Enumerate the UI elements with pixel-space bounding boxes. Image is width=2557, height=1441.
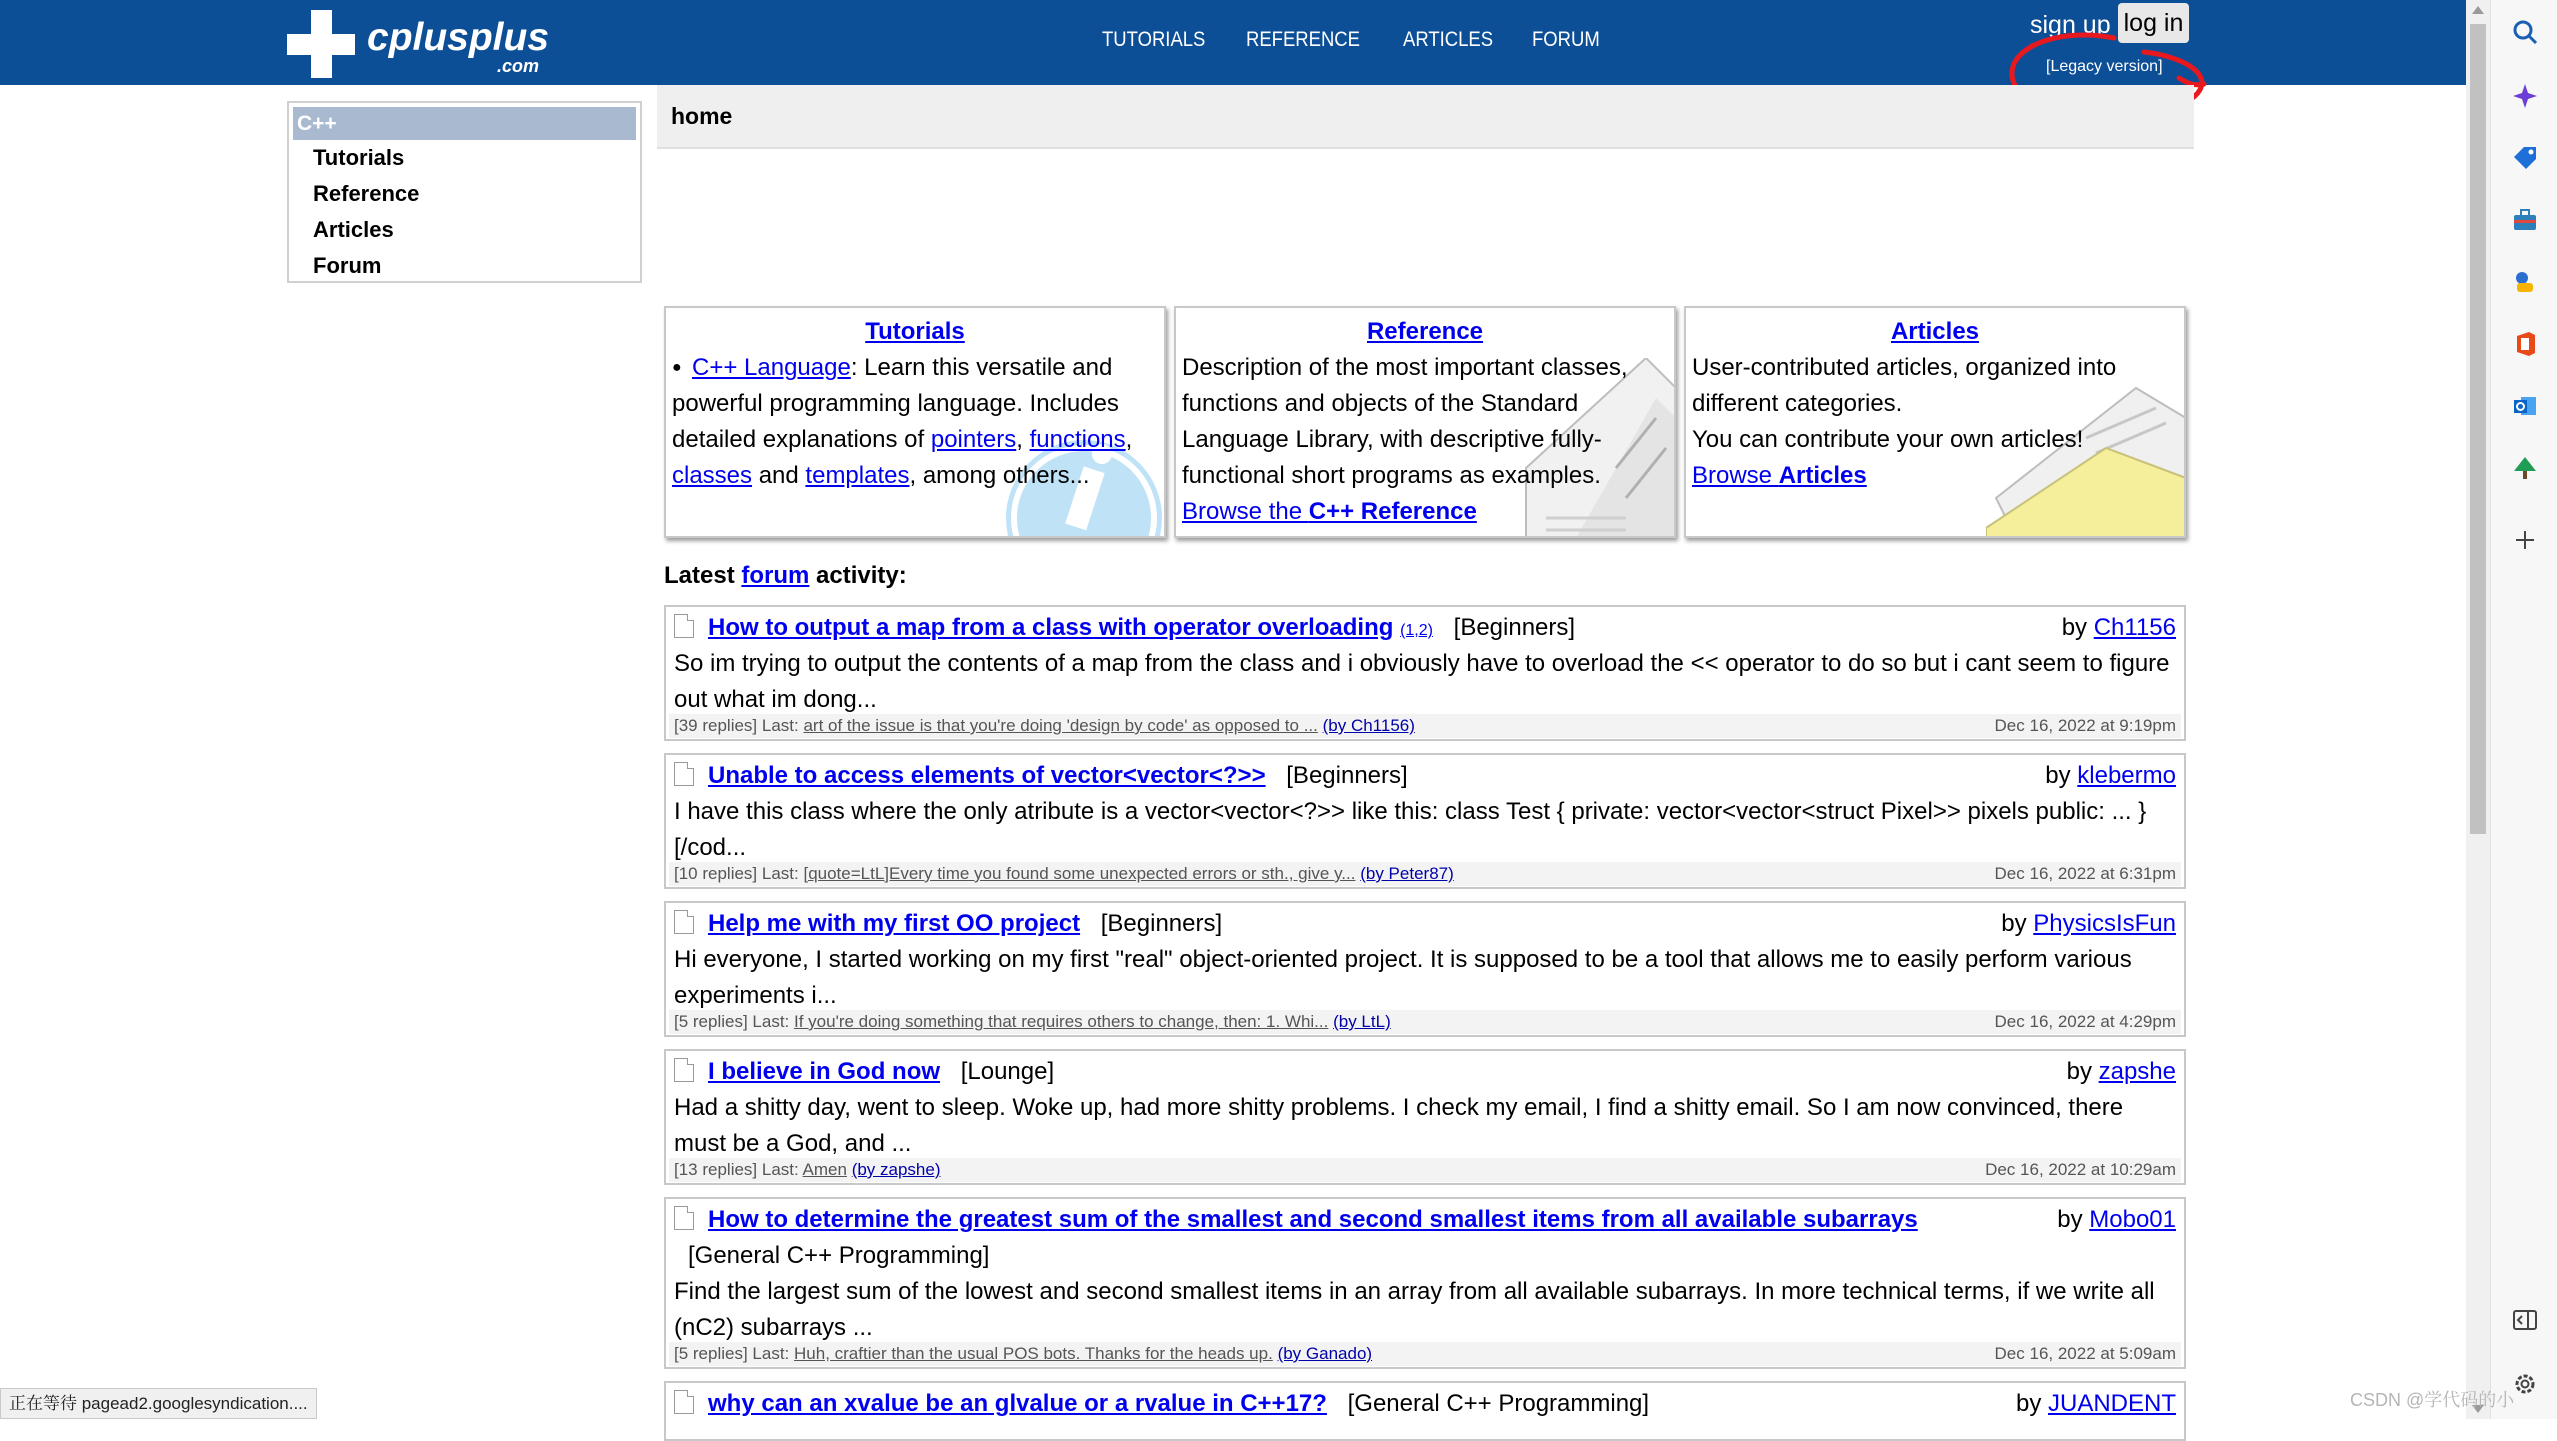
reference-description [1182, 350, 1666, 530]
browse-articles-link[interactable] [1692, 462, 1867, 489]
office-icon[interactable] [2509, 328, 2541, 360]
latest-prefix: Latest [664, 562, 742, 589]
page-title: home [671, 103, 733, 129]
by-label: by [2015, 1390, 2048, 1417]
post-category: [Beginners] [1286, 762, 1408, 789]
forum-post [664, 1197, 2186, 1369]
forum-link[interactable]: forum [741, 562, 810, 589]
post-date: Dec 16, 2022 at 4:29pm [1994, 1012, 2176, 1031]
nav-tutorials[interactable]: TUTORIALS [1102, 28, 1206, 51]
login-button[interactable]: log in [2118, 3, 2189, 43]
by-label: by [2045, 762, 2078, 789]
top-nav [1102, 28, 1609, 52]
browse-reference-link[interactable] [1182, 498, 1477, 525]
post-category: [Beginners] [1100, 910, 1223, 937]
pointers-link[interactable]: pointers [930, 426, 1017, 453]
reply-count: [5 replies] Last: [674, 1344, 795, 1363]
sidebar-item-reference[interactable]: Reference [313, 181, 420, 206]
tutorials-text: , among others... [909, 462, 1090, 489]
post-category: [Lounge] [960, 1058, 1055, 1085]
reference-box [1174, 306, 1676, 538]
post-title-link[interactable]: How to determine the greatest sum of the smallest and second smallest items from all available subarrays [708, 1206, 1918, 1233]
post-date: Dec 16, 2022 at 5:09am [1994, 1344, 2176, 1363]
author-link[interactable]: Mobo01 [2089, 1206, 2176, 1233]
reply-count: [39 replies] Last: [674, 716, 804, 735]
browse-reference-prefix: Browse the [1182, 498, 1309, 525]
signup-link[interactable]: sign up [2030, 11, 2111, 39]
scrollbar-thumb[interactable] [2470, 24, 2486, 834]
shopping-tag-icon[interactable] [2509, 142, 2541, 174]
post-pages-link[interactable]: (1,2) [1400, 622, 1433, 639]
sidebar-item-articles[interactable]: Articles [313, 217, 394, 242]
logo-cross-icon [287, 10, 355, 78]
reference-title-link[interactable]: Reference [1366, 318, 1484, 345]
forum-post [664, 1381, 2186, 1441]
logo-subtext: .com [497, 56, 540, 76]
browse-articles-prefix: Browse [1692, 462, 1779, 489]
latest-suffix: activity: [809, 562, 907, 589]
post-category: [General C++ Programming] [688, 1242, 990, 1269]
tutorials-separator: , [1125, 426, 1133, 453]
games-icon[interactable] [2509, 266, 2541, 298]
post-author [2001, 906, 2176, 942]
copilot-sparkle-icon[interactable] [2509, 80, 2541, 112]
sidebar-toggle-icon[interactable] [2509, 1304, 2541, 1336]
classes-link[interactable]: classes [672, 462, 753, 489]
post-category: [Beginners] [1453, 614, 1576, 641]
csdn-watermark: CSDN @学代码的小 [2350, 1390, 2515, 1410]
tree-icon[interactable] [2509, 452, 2541, 484]
articles-text: User-contributed articles, organized into different categories. [1692, 354, 2117, 417]
post-snippet: Find the largest sum of the lowest and second smallest items in an array from all available subarrays. In more technical terms, if we write all (nC2) subarrays ... [674, 1278, 2155, 1341]
author-link[interactable]: PhysicsIsFun [2033, 910, 2176, 937]
document-icon [674, 1390, 694, 1414]
by-label: by [2001, 910, 2034, 937]
post-meta [669, 1342, 2181, 1366]
post-category: [General C++ Programming] [1347, 1390, 1650, 1417]
page-scrollbar[interactable] [2466, 0, 2490, 1419]
reference-text: Description of the most important classes, functions and objects of the Standard Language Library, with descriptive fully-functional short programs as examples. [1182, 354, 1628, 489]
post-snippet: I have this class where the only atribute is a vector<vector<?>> like this: class Test { private: vector<vector<struct Pixel>> pixels public: ... } [/cod... [674, 798, 2147, 861]
reply-count: [10 replies] Last: [674, 864, 804, 883]
post-author [2016, 1386, 2176, 1422]
by-label: by [2066, 1058, 2099, 1085]
sidebar-item-forum[interactable]: Forum [313, 253, 382, 278]
last-reply-link[interactable]: art of the issue is that you're doing 'design by code' as opposed to ... [803, 716, 1318, 735]
articles-box [1684, 306, 2186, 538]
document-icon [674, 614, 694, 638]
by-label: by [2061, 614, 2094, 641]
nav-forum[interactable]: FORUM [1532, 28, 1601, 51]
browser-sidebar [2490, 0, 2557, 1419]
post-date: Dec 16, 2022 at 10:29am [1985, 1160, 2176, 1179]
reply-count: [5 replies] Last: [674, 1012, 795, 1031]
post-snippet: Hi everyone, I started working on my first "real" object-oriented project. It is supposed to be a tool that allows me to easily perform various experiments i... [674, 946, 2132, 1009]
nav-articles[interactable]: ARTICLES [1403, 28, 1494, 51]
last-reply-author[interactable]: (by zapshe) [851, 1160, 941, 1179]
add-icon[interactable] [2509, 524, 2541, 556]
last-reply-link[interactable]: [quote=LtL]Every time you found some unexpected errors or sth., give y... [803, 864, 1356, 883]
scroll-up-icon[interactable] [2472, 6, 2484, 14]
post-meta [669, 1158, 2181, 1182]
document-icon [674, 1206, 694, 1230]
post-date: Dec 16, 2022 at 6:31pm [1994, 864, 2176, 883]
post-title-link[interactable]: I believe in God now [708, 1058, 941, 1085]
last-reply-author[interactable]: (by Ch1156) [1322, 716, 1415, 735]
post-meta [669, 714, 2181, 738]
post-date: Dec 16, 2022 at 9:19pm [1994, 716, 2176, 735]
tutorials-text: and [752, 462, 806, 489]
browse-articles-bold: Articles [1778, 462, 1867, 489]
post-author [2045, 758, 2176, 794]
articles-text: You can contribute your own articles! [1692, 426, 2084, 453]
legacy-version-link[interactable]: [Legacy version] [2046, 58, 2163, 75]
tutorials-text: : Learn this versatile and powerful programming language. Includes detailed explanations of [672, 354, 1119, 453]
author-link[interactable]: klebermo [2077, 762, 2176, 789]
browser-status-bar: 正在等待 pagead2.googlesyndication.... [0, 1388, 317, 1419]
document-icon [674, 1058, 694, 1082]
templates-link[interactable]: templates [805, 462, 910, 489]
tutorials-description: ● C++ Language: Learn this versatile and powerful programming language. Includes detailed explanations of pointers, functions, classes and templates, among others... [672, 354, 1133, 489]
author-link[interactable]: Ch1156 [2093, 614, 2176, 641]
document-icon [674, 910, 694, 934]
last-reply-author[interactable]: (by LtL) [1333, 1012, 1391, 1031]
forum-post [664, 753, 2186, 889]
reply-count: [13 replies] Last: [674, 1160, 803, 1179]
post-author [2057, 1206, 2176, 1233]
latest-activity-heading [664, 562, 907, 590]
last-reply-author[interactable]: (by Ganado) [1277, 1344, 1373, 1363]
outlook-icon[interactable] [2509, 390, 2541, 422]
articles-title-link[interactable]: Articles [1890, 318, 1980, 345]
author-link[interactable]: JUANDENT [2047, 1390, 2176, 1417]
logo-text: cplusplus [367, 16, 550, 59]
nav-reference[interactable]: REFERENCE [1246, 28, 1361, 51]
post-snippet: So im trying to output the contents of a map from the class and i obviously have to overload the << operator to do so but i cant seem to figure out what im dong... [674, 650, 2170, 713]
breadcrumb [657, 85, 2194, 149]
cpp-language-link[interactable]: C++ Language [692, 354, 851, 381]
post-author [2062, 610, 2176, 646]
sidebar [287, 101, 642, 283]
forum-post [664, 1049, 2186, 1185]
post-title-link[interactable]: How to output a map from a class with operator overloading [708, 614, 1394, 641]
last-reply-link[interactable]: Amen [802, 1160, 847, 1179]
document-icon [674, 762, 694, 786]
post-title-link[interactable]: Help me with my first OO project [708, 910, 1081, 937]
functions-link[interactable]: functions [1029, 426, 1126, 453]
last-reply-author[interactable]: (by Peter87) [1360, 864, 1454, 883]
articles-description [1692, 350, 2176, 494]
post-title-link[interactable]: Unable to access elements of vector<vector<?>> [708, 762, 1266, 789]
post-snippet: Had a shitty day, went to sleep. Woke up, had more shitty problems. I check my email, I find a shitty email. So I am now convinced, there must be a God, and ... [674, 1094, 2124, 1157]
sidebar-heading[interactable]: C++ [293, 107, 636, 140]
toolbox-icon[interactable] [2509, 204, 2541, 236]
author-link[interactable]: zapshe [2098, 1058, 2176, 1085]
browse-reference-bold: C++ Reference [1308, 498, 1477, 525]
post-author [2067, 1054, 2176, 1090]
forum-post [664, 901, 2186, 1037]
sidebar-item-tutorials[interactable]: Tutorials [313, 145, 405, 170]
post-title-link[interactable]: why can an xvalue be an glvalue or a rvalue in C++17? [708, 1390, 1327, 1417]
tutorials-title-link[interactable]: Tutorials [865, 318, 965, 345]
site-header [0, 0, 2466, 85]
tutorials-box [664, 306, 1166, 538]
by-label: by [2057, 1206, 2090, 1233]
tutorials-separator: , [1016, 426, 1030, 453]
last-reply-link[interactable]: If you're doing something that requires others to change, then: 1. Whi... [794, 1012, 1329, 1031]
forum-post [664, 605, 2186, 741]
search-icon[interactable] [2509, 16, 2541, 48]
last-reply-link[interactable]: Huh, craftier than the usual POS bots. Thanks for the heads up. [794, 1344, 1273, 1363]
post-meta [669, 862, 2181, 886]
post-meta [669, 1010, 2181, 1034]
